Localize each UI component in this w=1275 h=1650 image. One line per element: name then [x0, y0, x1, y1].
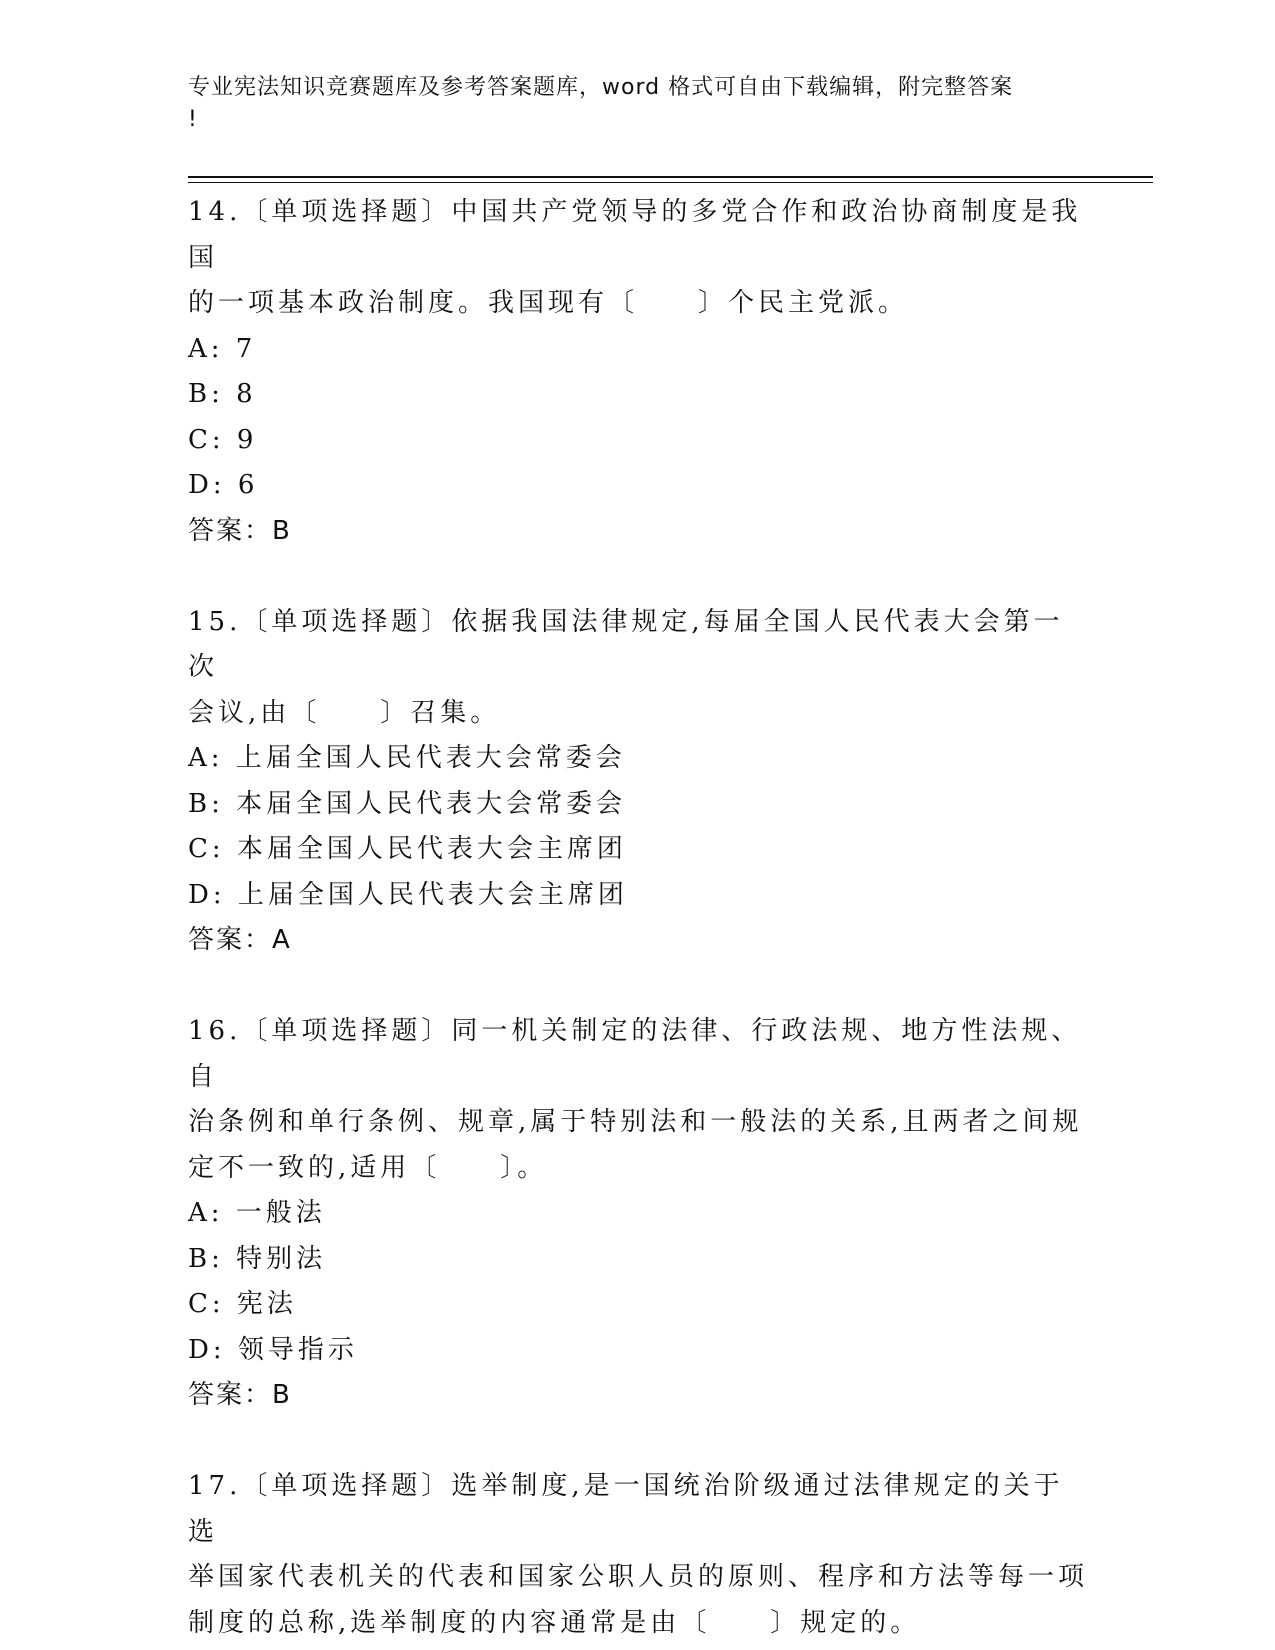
- question-text-line: 16.〔单项选择题〕同一机关制定的法律、行政法规、地方性法规、自: [188, 1016, 1082, 1092]
- option-a: A: 7: [188, 333, 257, 364]
- question-text-line: 的一项基本政治制度。我国现有〔 〕个民主党派。: [188, 288, 909, 318]
- question-15: [188, 600, 1088, 964]
- option-b: B: 本届全国人民代表大会常委会: [188, 788, 627, 819]
- option-d: D: 6: [188, 470, 259, 500]
- question-text-line: 定不一致的,适用〔 〕。: [188, 1152, 548, 1183]
- header-line-1: 专业宪法知识竞赛题库及参考答案题库，word 格式可自由下载编辑，附完整答案: [188, 75, 1014, 100]
- answer-line: 答案：B: [188, 1380, 292, 1410]
- document-header: [188, 72, 1068, 136]
- option-c: C: 本届全国人民代表大会主席团: [188, 834, 627, 864]
- question-text-line: 制度的总称,选举制度的内容通常是由〔 〕规定的。: [188, 1607, 921, 1638]
- option-c: C: 宪法: [188, 1289, 297, 1319]
- question-text-line: 举国家代表机关的代表和国家公职人员的原则、程序和方法等每一项: [188, 1562, 1089, 1592]
- question-17: [188, 1464, 1088, 1646]
- question-spacer: [188, 1419, 1088, 1465]
- question-spacer: [188, 964, 1088, 1010]
- question-text-line: 14.〔单项选择题〕中国共产党领导的多党合作和政治协商制度是我国: [188, 197, 1082, 273]
- option-c: C: 9: [188, 424, 258, 455]
- header-line-2: !: [188, 107, 198, 132]
- option-d: D: 上届全国人民代表大会主席团: [188, 879, 628, 910]
- option-b: B: 特别法: [188, 1243, 327, 1274]
- question-list: [188, 190, 1088, 1646]
- question-text-line: 治条例和单行条例、规章,属于特别法和一般法的关系,且两者之间规: [188, 1107, 1083, 1137]
- question-text-line: 会议,由〔 〕召集。: [188, 697, 501, 728]
- answer-line: 答案：B: [188, 515, 292, 546]
- question-text-line: 17.〔单项选择题〕选举制度,是一国统治阶级通过法律规定的关于选: [188, 1471, 1064, 1547]
- header-rule-thick: [188, 176, 1153, 178]
- question-16: [188, 1009, 1088, 1419]
- option-a: A: 上届全国人民代表大会常委会: [188, 743, 626, 773]
- option-b: B: 8: [188, 379, 257, 409]
- answer-line: 答案：A: [188, 925, 292, 955]
- option-a: A: 一般法: [188, 1198, 326, 1228]
- option-d: D: 领导指示: [188, 1334, 358, 1365]
- question-14: [188, 190, 1088, 554]
- header-rule-thin: [188, 182, 1153, 183]
- question-text-line: 15.〔单项选择题〕依据我国法律规定,每届全国人民代表大会第一次: [188, 606, 1064, 682]
- question-spacer: [188, 554, 1088, 600]
